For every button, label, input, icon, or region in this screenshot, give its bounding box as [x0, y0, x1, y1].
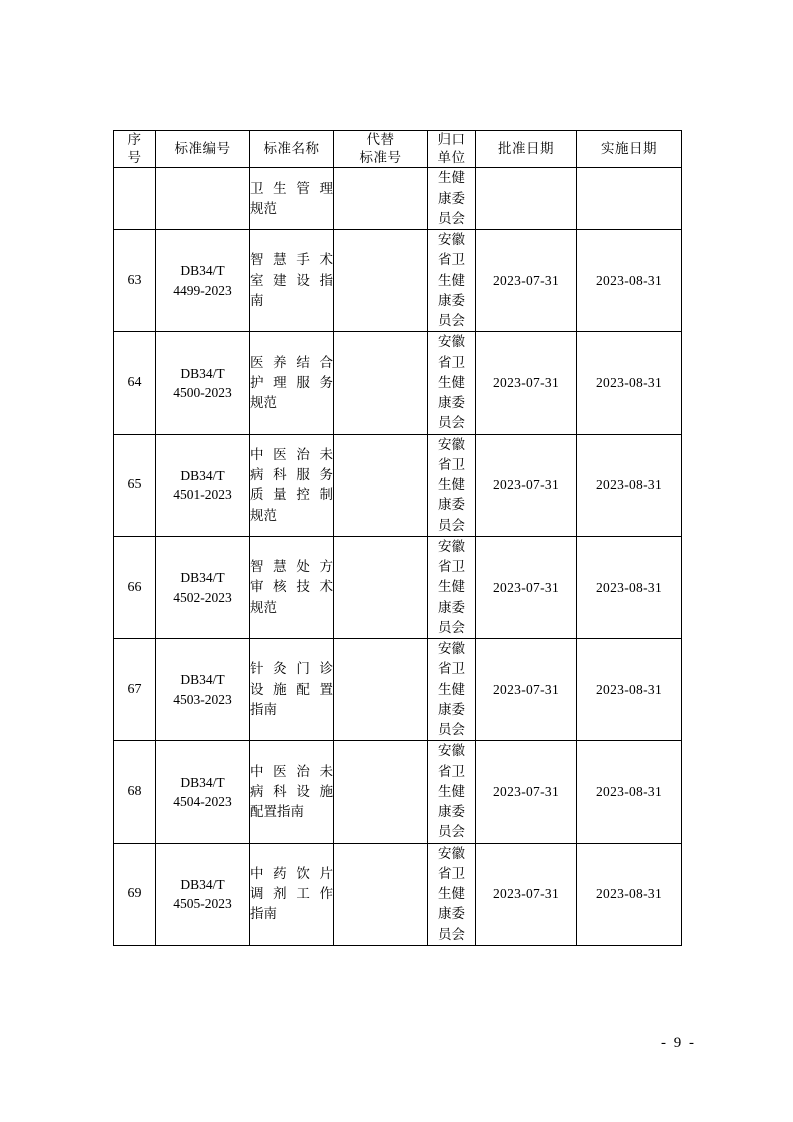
page-number: - 9 -	[661, 1035, 696, 1051]
cell-replaced-standard	[334, 332, 428, 434]
column-header-seq: 序 号	[114, 131, 156, 168]
cell-implementation-date: 2023-08-31	[577, 230, 682, 332]
cell-standard-name: 智慧手术 室建设指 南	[250, 230, 334, 332]
cell-standard-code: DB34/T 4501-2023	[156, 434, 250, 536]
cell-standard-code: DB34/T 4504-2023	[156, 741, 250, 843]
cell-standard-name: 中医治未 病科设施 配置指南	[250, 741, 334, 843]
cell-organization: 安徽 省卫 生健 康委 员会	[428, 434, 476, 536]
cell-standard-name: 中医治未 病科服务 质量控制 规范	[250, 434, 334, 536]
cell-standard-name: 智慧处方 审核技术 规范	[250, 536, 334, 638]
column-header-standard-name: 标准名称	[250, 131, 334, 168]
cell-seq: 68	[114, 741, 156, 843]
cell-standard-code	[156, 168, 250, 230]
cell-standard-name: 中药饮片 调剂工作 指南	[250, 843, 334, 945]
cell-replaced-standard	[334, 639, 428, 741]
table-row	[114, 168, 682, 230]
cell-seq: 67	[114, 639, 156, 741]
cell-approval-date: 2023-07-31	[476, 741, 577, 843]
cell-organization: 安徽 省卫 生健 康委 员会	[428, 639, 476, 741]
cell-implementation-date: 2023-08-31	[577, 536, 682, 638]
cell-seq: 65	[114, 434, 156, 536]
cell-implementation-date: 2023-08-31	[577, 639, 682, 741]
table-header-row	[114, 131, 682, 168]
table-row	[114, 843, 682, 945]
cell-seq	[114, 168, 156, 230]
cell-standard-code: DB34/T 4502-2023	[156, 536, 250, 638]
table-row	[114, 741, 682, 843]
cell-organization: 安徽 省卫 生健 康委 员会	[428, 230, 476, 332]
cell-approval-date: 2023-07-31	[476, 332, 577, 434]
cell-replaced-standard	[334, 230, 428, 332]
cell-implementation-date	[577, 168, 682, 230]
cell-organization: 安徽 省卫 生健 康委 员会	[428, 741, 476, 843]
cell-organization: 生健 康委 员会	[428, 168, 476, 230]
cell-organization: 安徽 省卫 生健 康委 员会	[428, 332, 476, 434]
cell-standard-name: 针灸门诊 设施配置 指南	[250, 639, 334, 741]
standards-table-container	[113, 130, 681, 946]
cell-replaced-standard	[334, 536, 428, 638]
table-row	[114, 536, 682, 638]
cell-approval-date: 2023-07-31	[476, 434, 577, 536]
table-row	[114, 434, 682, 536]
cell-approval-date: 2023-07-31	[476, 639, 577, 741]
cell-organization: 安徽 省卫 生健 康委 员会	[428, 843, 476, 945]
cell-implementation-date: 2023-08-31	[577, 332, 682, 434]
cell-approval-date: 2023-07-31	[476, 536, 577, 638]
cell-organization: 安徽 省卫 生健 康委 员会	[428, 536, 476, 638]
cell-seq: 66	[114, 536, 156, 638]
cell-implementation-date: 2023-08-31	[577, 434, 682, 536]
cell-replaced-standard	[334, 168, 428, 230]
column-header-replaced-standard: 代替 标准号	[334, 131, 428, 168]
cell-approval-date	[476, 168, 577, 230]
table-row	[114, 332, 682, 434]
cell-seq: 63	[114, 230, 156, 332]
cell-standard-code: DB34/T 4505-2023	[156, 843, 250, 945]
table-row	[114, 230, 682, 332]
cell-seq: 69	[114, 843, 156, 945]
table-row	[114, 639, 682, 741]
cell-standard-code: DB34/T 4500-2023	[156, 332, 250, 434]
cell-approval-date: 2023-07-31	[476, 843, 577, 945]
table-body	[114, 168, 682, 946]
cell-replaced-standard	[334, 741, 428, 843]
column-header-implementation-date: 实施日期	[577, 131, 682, 168]
table-header	[114, 131, 682, 168]
standards-table	[113, 130, 682, 946]
cell-replaced-standard	[334, 843, 428, 945]
column-header-approval-date: 批准日期	[476, 131, 577, 168]
cell-approval-date: 2023-07-31	[476, 230, 577, 332]
column-header-standard-code: 标准编号	[156, 131, 250, 168]
cell-seq: 64	[114, 332, 156, 434]
cell-implementation-date: 2023-08-31	[577, 741, 682, 843]
cell-replaced-standard	[334, 434, 428, 536]
cell-standard-code: DB34/T 4499-2023	[156, 230, 250, 332]
column-header-organization: 归口 单位	[428, 131, 476, 168]
cell-standard-code: DB34/T 4503-2023	[156, 639, 250, 741]
cell-implementation-date: 2023-08-31	[577, 843, 682, 945]
cell-standard-name: 卫生管理 规范	[250, 168, 334, 230]
cell-standard-name: 医养结合 护理服务 规范	[250, 332, 334, 434]
